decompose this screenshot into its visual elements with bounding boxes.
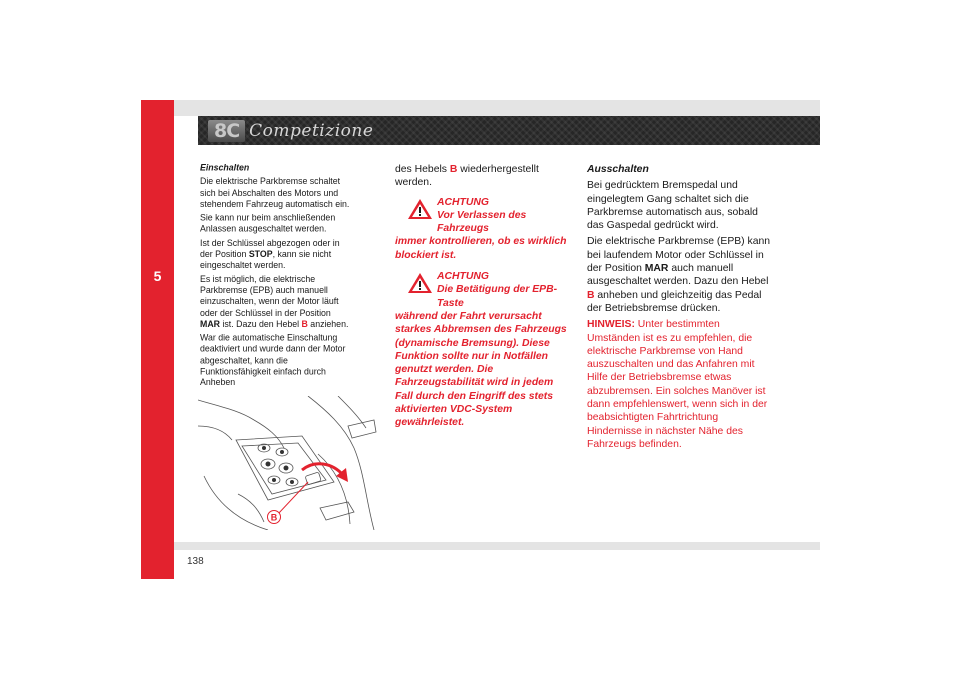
chapter-number: 5 [153, 268, 162, 284]
note-label: HINWEIS: [587, 319, 635, 331]
paragraph: Die elektrische Parkbremse schaltet sich bei Abschalten des Motors und stehendem Fahrzeug automatisch ein. [200, 177, 350, 210]
chapter-tab [141, 100, 174, 579]
lever-ref: B [449, 164, 458, 175]
warning-triangle-icon [407, 198, 433, 220]
key-position-mar: MAR [644, 263, 669, 275]
logo-wordmark: Competizione [249, 120, 374, 141]
paragraph: Es ist möglich, die elektrische Parkbremse (EPB) auch manuell einzuschalten, wenn der Motor läuft oder der Schlüssel in der Position MAR ist. Dazu den Hebel B anziehen. [200, 275, 349, 330]
column-left [200, 163, 352, 392]
warning-text: während der Fahrt verursacht starkes Abbremsen des Fahrzeugs (dynamische Bremsung). Diese Funktion sollte nur in Notfällen genutzt werden. Die Fahrzeugstabilität wird in jedem Fall durch den Eingriff des stets aktivierten VDC-System gewährleistet. [395, 310, 567, 429]
warning-first-line: Die Betätigung der EPB-Taste [437, 284, 558, 309]
figure-callout-b: B [270, 512, 278, 523]
key-position-mar: MAR [200, 320, 221, 330]
note-text: Unter bestimmten Umständen ist es zu empfehlen, die elektrische Parkbremse von Hand auszuschalten und das Anfahren mit Hilfe der Betriebsbremse etwas abzubremsen. Ein solches Manöver ist dann empfehlenswert, wenn sich in der beabsichtigten Fahrtrichtung Hindernisse in nächster Nähe des Fahrzeugs befinden. [587, 319, 768, 450]
key-position-stop: STOP [248, 250, 273, 260]
paragraph: Bei gedrücktem Bremspedal und eingelegtem Gang schaltet sich die Parkbremse automatisch aus, sobald das Gaspedal gedrückt wird. [587, 180, 758, 232]
lever-ref: B [587, 289, 595, 301]
brand-logo [208, 119, 388, 142]
warning-first-line: Vor Verlassen des Fahrzeugs [437, 209, 527, 235]
warning-text: immer kontrollieren, ob es wirklich blockiert ist. [395, 236, 567, 261]
paragraph: des Hebels B wiederhergestellt werden. [395, 164, 539, 189]
logo-prefix: 8C [208, 120, 245, 142]
warning-box [395, 196, 573, 262]
paragraph: Ist der Schlüssel abgezogen oder in der Position STOP, kann sie nicht eingeschaltet werden. [200, 238, 340, 271]
page-number: 138 [187, 556, 204, 567]
column-right [587, 163, 771, 454]
lever-ref: B [301, 320, 308, 330]
warning-triangle-icon [407, 272, 433, 294]
bottom-band [174, 542, 820, 550]
header-bar [198, 116, 820, 145]
paragraph: Die elektrische Parkbremse (EPB) kann bei laufendem Motor oder Schlüssel in der Position MAR auch manuell ausgeschaltet werden. Dazu den Hebel B anheben und gleichzeitig das Pedal der Betriebsbremse drücken. [587, 236, 771, 314]
paragraph: Sie kann nur beim anschließenden Anlassen ausgeschaltet werden. [200, 213, 336, 235]
paragraph: War die automatische Einschaltung deaktiviert und wurde dann der Motor abgeschaltet, kann die Funktionsfähigkeit einfach durch Anheben [200, 333, 346, 389]
warning-title: ACHTUNG [437, 196, 489, 208]
top-band [174, 100, 820, 116]
column-middle [395, 163, 573, 438]
section-heading: Ausschalten [587, 164, 649, 175]
section-heading: Einschalten [200, 163, 250, 174]
warning-box [395, 270, 573, 430]
parking-brake-illustration [198, 396, 378, 530]
warning-title: ACHTUNG [437, 271, 489, 283]
note-paragraph [587, 318, 771, 451]
